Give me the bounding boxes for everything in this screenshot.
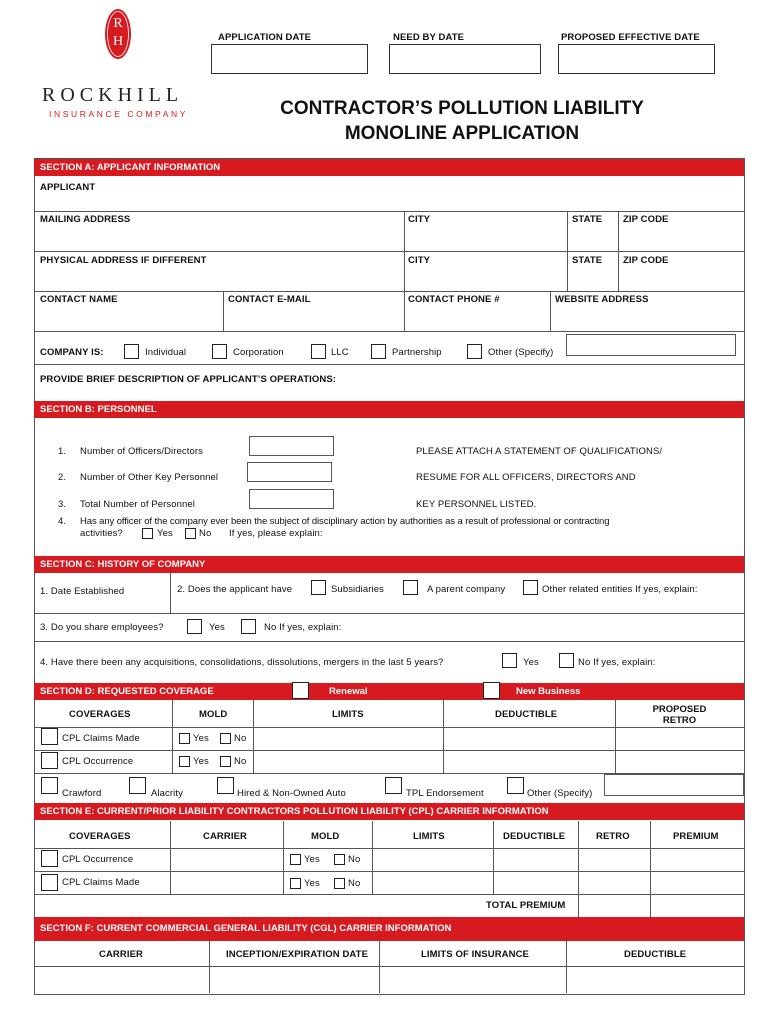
rockhill-logo: [103, 6, 133, 62]
form-frame: [34, 158, 745, 995]
crawford-checkbox[interactable]: [41, 777, 58, 794]
d-occurrence-mold-no[interactable]: [220, 756, 231, 767]
e-col-premium: PREMIUM: [673, 831, 719, 842]
contact-email-label: CONTACT E-MAIL: [228, 294, 311, 305]
key-personnel-label: Number of Other Key Personnel: [80, 472, 219, 483]
disciplinary-no-checkbox[interactable]: [185, 528, 196, 539]
other-specify-checkbox[interactable]: [467, 344, 482, 359]
application-date-label: APPLICATION DATE: [218, 32, 312, 43]
need-by-date-field[interactable]: [389, 44, 541, 74]
e-claims-made-mold-yes[interactable]: [290, 878, 301, 889]
alacrity-checkbox[interactable]: [129, 777, 146, 794]
acquisitions-yes-checkbox[interactable]: [502, 653, 517, 668]
d-cpl-occurrence-checkbox[interactable]: [41, 752, 58, 769]
disciplinary-activities-label: activities?: [80, 528, 123, 539]
website-label: WEBSITE ADDRESS: [555, 294, 649, 305]
d-occurrence-mold-yes[interactable]: [179, 756, 190, 767]
d-claims-made-mold-no[interactable]: [220, 733, 231, 744]
disciplinary-question: Has any officer of the company ever been the subject of disciplinary action by authorities as a result of professional or contracting: [80, 516, 610, 527]
other-related-checkbox[interactable]: [523, 580, 538, 595]
city-label: CITY: [408, 214, 431, 225]
proposed-effective-date-field[interactable]: [558, 44, 715, 74]
subsidiaries-checkbox[interactable]: [311, 580, 326, 595]
e-col-mold: MOLD: [311, 831, 340, 842]
state-label-2: STATE: [572, 255, 603, 266]
section-a-header: SECTION A: APPLICANT INFORMATION: [34, 159, 744, 176]
section-c-header: SECTION C: HISTORY OF COMPANY: [34, 556, 744, 573]
disciplinary-yes-checkbox[interactable]: [142, 528, 153, 539]
need-by-date-label: NEED BY DATE: [393, 32, 465, 43]
physical-address-label: PHYSICAL ADDRESS IF DIFFERENT: [40, 255, 207, 266]
d-col-coverages: COVERAGES: [69, 709, 131, 720]
llc-label: LLC: [331, 347, 349, 358]
share-employees-no-checkbox[interactable]: [241, 619, 256, 634]
section-f-header: SECTION F: CURRENT COMMERCIAL GENERAL LIABILITY (CGL) CARRIER INFORMATION: [34, 917, 744, 941]
d-other-specify-field[interactable]: [604, 774, 744, 796]
company-name: ROCKHILL: [42, 84, 184, 106]
parent-company-checkbox[interactable]: [403, 580, 418, 595]
total-premium-label: TOTAL PREMIUM: [486, 900, 566, 911]
other-specify-field[interactable]: [566, 334, 736, 356]
page-title: CONTRACTOR’S POLLUTION LIABILITY MONOLINE APPLICATION: [280, 98, 644, 144]
city-label-2: CITY: [408, 255, 431, 266]
company-subtitle: INSURANCE COMPANY: [49, 109, 188, 119]
attach-note-2: RESUME FOR ALL OFFICERS, DIRECTORS AND: [416, 472, 636, 483]
f-col-dates: INCEPTION/EXPIRATION DATE: [226, 949, 369, 960]
d-col-mold: MOLD: [199, 709, 228, 720]
llc-checkbox[interactable]: [311, 344, 326, 359]
individual-label: Individual: [145, 347, 187, 358]
d-col-retro: PROPOSED RETRO: [652, 704, 707, 726]
e-cpl-occurrence-checkbox[interactable]: [41, 850, 58, 867]
operations-description-label: PROVIDE BRIEF DESCRIPTION OF APPLICANT’S OPERATIONS:: [40, 374, 337, 385]
e-col-retro: RETRO: [596, 831, 630, 842]
share-employees-yes-checkbox[interactable]: [187, 619, 202, 634]
key-personnel-field[interactable]: [247, 462, 332, 482]
partnership-label: Partnership: [392, 347, 442, 358]
tpl-endorsement-checkbox[interactable]: [385, 777, 402, 794]
zip-code-label: ZIP CODE: [623, 214, 669, 225]
section-b-header: SECTION B: PERSONNEL: [34, 401, 744, 418]
e-col-coverages: COVERAGES: [69, 831, 131, 842]
share-employees-label: 3. Do you share employees?: [40, 622, 164, 633]
individual-checkbox[interactable]: [124, 344, 139, 359]
e-occurrence-mold-yes[interactable]: [290, 854, 301, 865]
contact-phone-label: CONTACT PHONE #: [408, 294, 500, 305]
zip-code-label-2: ZIP CODE: [623, 255, 669, 266]
d-other-specify-checkbox[interactable]: [507, 777, 524, 794]
e-cpl-claims-made-checkbox[interactable]: [41, 874, 58, 891]
e-claims-made-mold-no[interactable]: [334, 878, 345, 889]
total-personnel-label: Total Number of Personnel: [80, 499, 195, 510]
f-col-limits: LIMITS OF INSURANCE: [421, 949, 529, 960]
hired-non-owned-checkbox[interactable]: [217, 777, 234, 794]
section-e-header: SECTION E: CURRENT/PRIOR LIABILITY CONTRACTORS POLLUTION LIABILITY (CPL) CARRIER INFORMATION: [34, 803, 744, 820]
officers-directors-label: Number of Officers/Directors: [80, 446, 203, 457]
contact-name-label: CONTACT NAME: [40, 294, 118, 305]
renewal-checkbox[interactable]: [292, 682, 309, 699]
d-col-limits: LIMITS: [332, 709, 364, 720]
applicant-have-label: 2. Does the applicant have: [177, 584, 293, 595]
corporation-label: Corporation: [233, 347, 284, 358]
application-date-field[interactable]: [211, 44, 368, 74]
e-col-carrier: CARRIER: [203, 831, 247, 842]
new-business-checkbox[interactable]: [483, 682, 500, 699]
attach-note-1: PLEASE ATTACH A STATEMENT OF QUALIFICATIONS/: [416, 446, 663, 457]
d-claims-made-mold-yes[interactable]: [179, 733, 190, 744]
logo-letters: R H: [112, 16, 124, 49]
acquisitions-question: 4. Have there been any acquisitions, consolidations, dissolutions, mergers in the last 5 years?: [40, 657, 444, 668]
disciplinary-explain-label: If yes, please explain:: [229, 528, 323, 539]
attach-note-3: KEY PERSONNEL LISTED.: [416, 499, 537, 510]
f-col-deductible: DEDUCTIBLE: [624, 949, 687, 960]
partnership-checkbox[interactable]: [371, 344, 386, 359]
applicant-label: APPLICANT: [40, 182, 96, 193]
e-col-limits: LIMITS: [413, 831, 445, 842]
acquisitions-no-checkbox[interactable]: [559, 653, 574, 668]
proposed-effective-date-label: PROPOSED EFFECTIVE DATE: [561, 32, 700, 43]
officers-directors-field[interactable]: [249, 436, 334, 456]
corporation-checkbox[interactable]: [212, 344, 227, 359]
e-col-deductible: DEDUCTIBLE: [503, 831, 566, 842]
d-col-deductible: DEDUCTIBLE: [495, 709, 558, 720]
state-label: STATE: [572, 214, 603, 225]
company-is-label: COMPANY IS:: [40, 347, 104, 358]
total-personnel-field[interactable]: [249, 489, 334, 509]
date-established-label: 1. Date Established: [40, 586, 125, 597]
mailing-address-label: MAILING ADDRESS: [40, 214, 131, 225]
other-specify-label: Other (Specify): [488, 347, 554, 358]
e-occurrence-mold-no[interactable]: [334, 854, 345, 865]
section-d-header: SECTION D: REQUESTED COVERAGE Renewal New Business: [34, 683, 744, 700]
d-cpl-claims-made-checkbox[interactable]: [41, 728, 58, 745]
f-col-carrier: CARRIER: [99, 949, 143, 960]
